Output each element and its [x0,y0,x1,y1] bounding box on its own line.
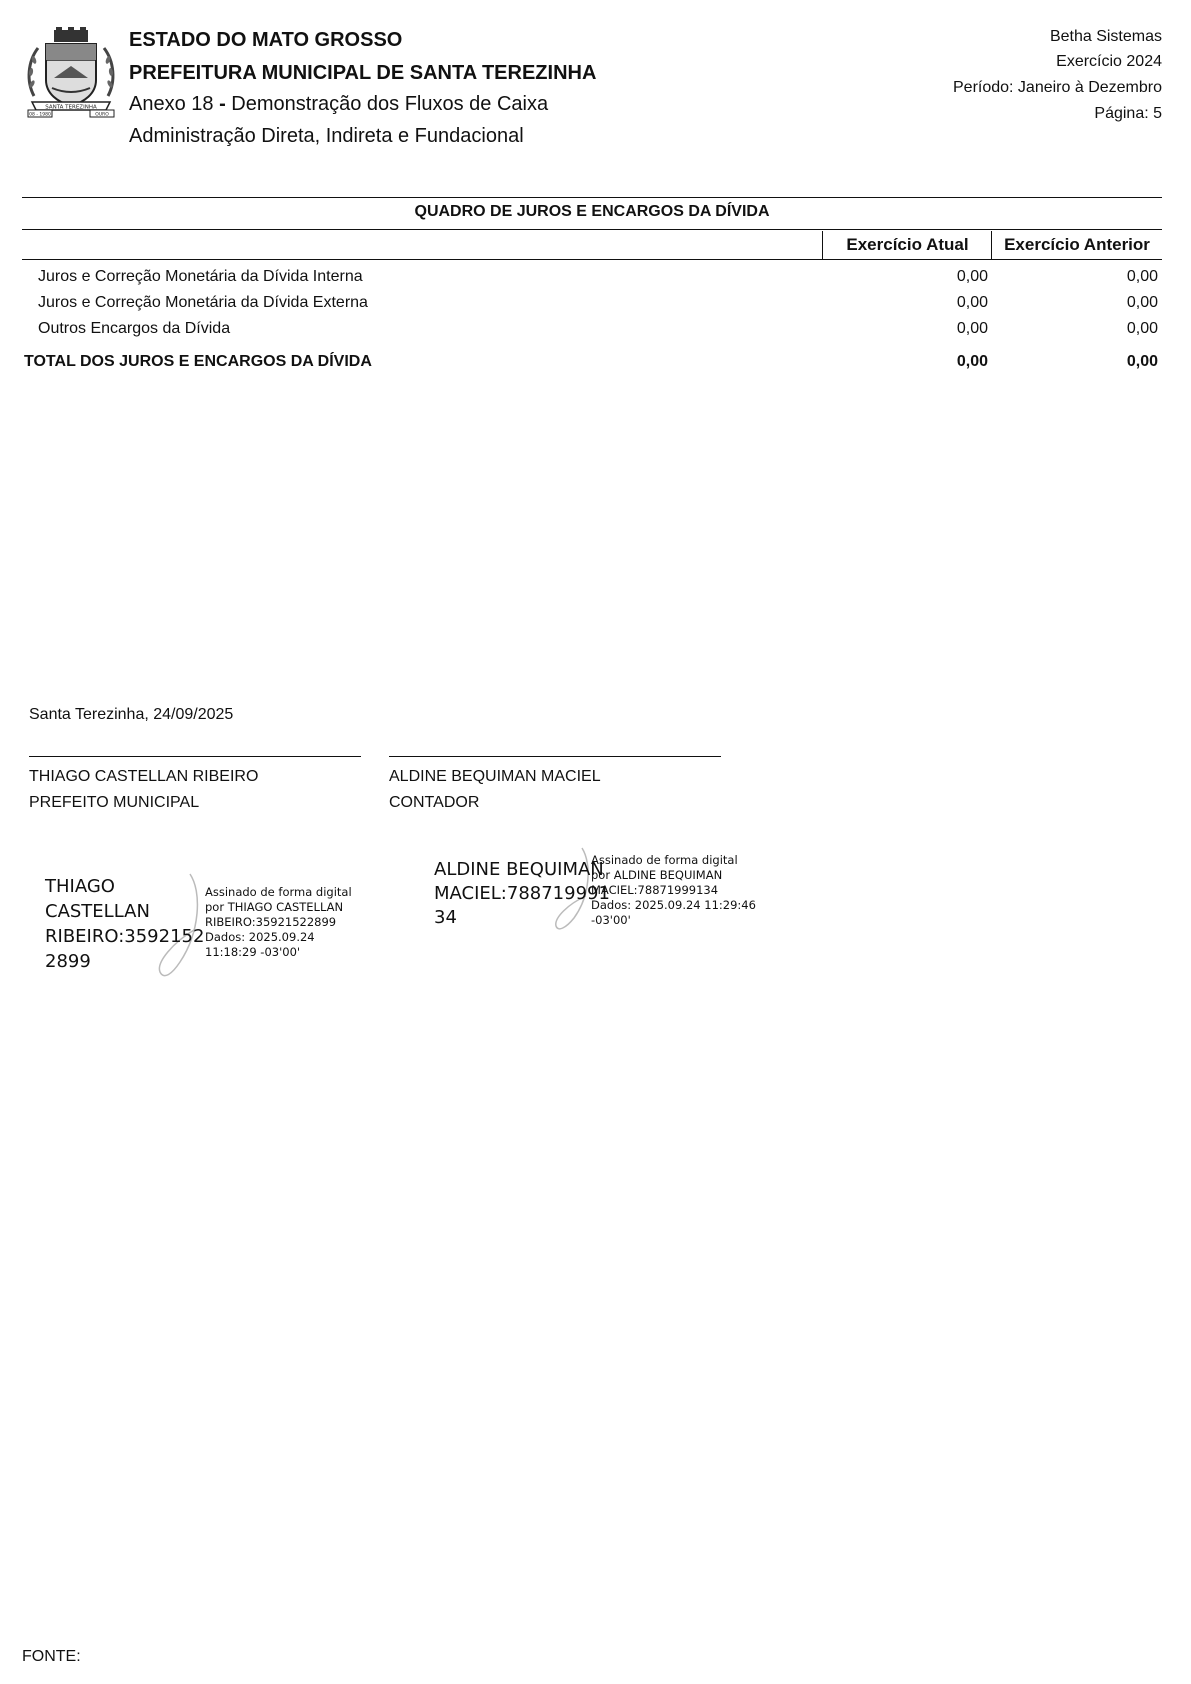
header-administration: Administração Direta, Indireta e Fundacional [129,125,524,147]
vendor-name: Betha Sistemas [1049,28,1162,45]
report-period: Período: Janeiro à Dezembro [953,79,1162,96]
total-label: TOTAL DOS JUROS E ENCARGOS DA DÍVIDA [24,353,372,370]
row-value-previous: 0,00 [1126,294,1158,311]
seal-ribbon-text: SANTA TEREZINHA [45,104,97,111]
place-date: Santa Terezinha, 24/09/2025 [29,706,234,723]
svg-text:08 - 1980: 08 - 1980 [29,112,51,118]
annex-number: Anexo 18 [129,93,214,115]
column-header-previous: Exercício Anterior [991,231,1162,259]
municipal-seal [24,26,118,120]
header-municipality: PREFEITURA MUNICIPAL DE SANTA TEREZINHA [129,62,597,84]
header-annex [129,91,548,117]
signer-name-accountant: ALDINE BEQUIMAN MACIEL [389,768,601,785]
page-number: Página: 5 [1094,105,1162,122]
total-value-current: 0,00 [956,353,988,370]
table-top-rule [22,197,1162,198]
column-header-current: Exercício Atual [822,231,992,259]
signature-line-accountant [389,756,721,757]
table-title: QUADRO DE JUROS E ENCARGOS DA DÍVIDA [414,203,770,220]
signer-name-mayor: THIAGO CASTELLAN RIBEIRO [29,768,259,785]
signer-role-mayor: PREFEITO MUNICIPAL [29,794,200,811]
exercise-year: Exercício 2024 [1056,53,1162,70]
total-value-previous: 0,00 [1126,353,1158,370]
annex-title: Demonstração dos Fluxos de Caixa [231,93,549,115]
row-value-previous: 0,00 [1126,320,1158,337]
table-header-rule [22,229,1162,230]
signature-line-mayor [29,756,361,757]
row-value-current: 0,00 [956,268,988,285]
signer-role-accountant: CONTADOR [389,794,480,811]
row-label: Juros e Correção Monetária da Dívida Interna [38,268,363,285]
row-value-current: 0,00 [956,320,988,337]
row-label: Outros Encargos da Dívida [38,320,231,337]
row-value-current: 0,00 [956,294,988,311]
footer-source: FONTE: [22,1648,81,1665]
header-state: ESTADO DO MATO GROSSO [129,29,403,51]
row-value-previous: 0,00 [1126,268,1158,285]
table-body-rule [22,259,1162,260]
row-label: Juros e Correção Monetária da Dívida Externa [38,294,368,311]
annex-dash: - [213,93,232,115]
svg-text:OURO: OURO [95,112,109,118]
coat-of-arms-icon [24,26,118,120]
